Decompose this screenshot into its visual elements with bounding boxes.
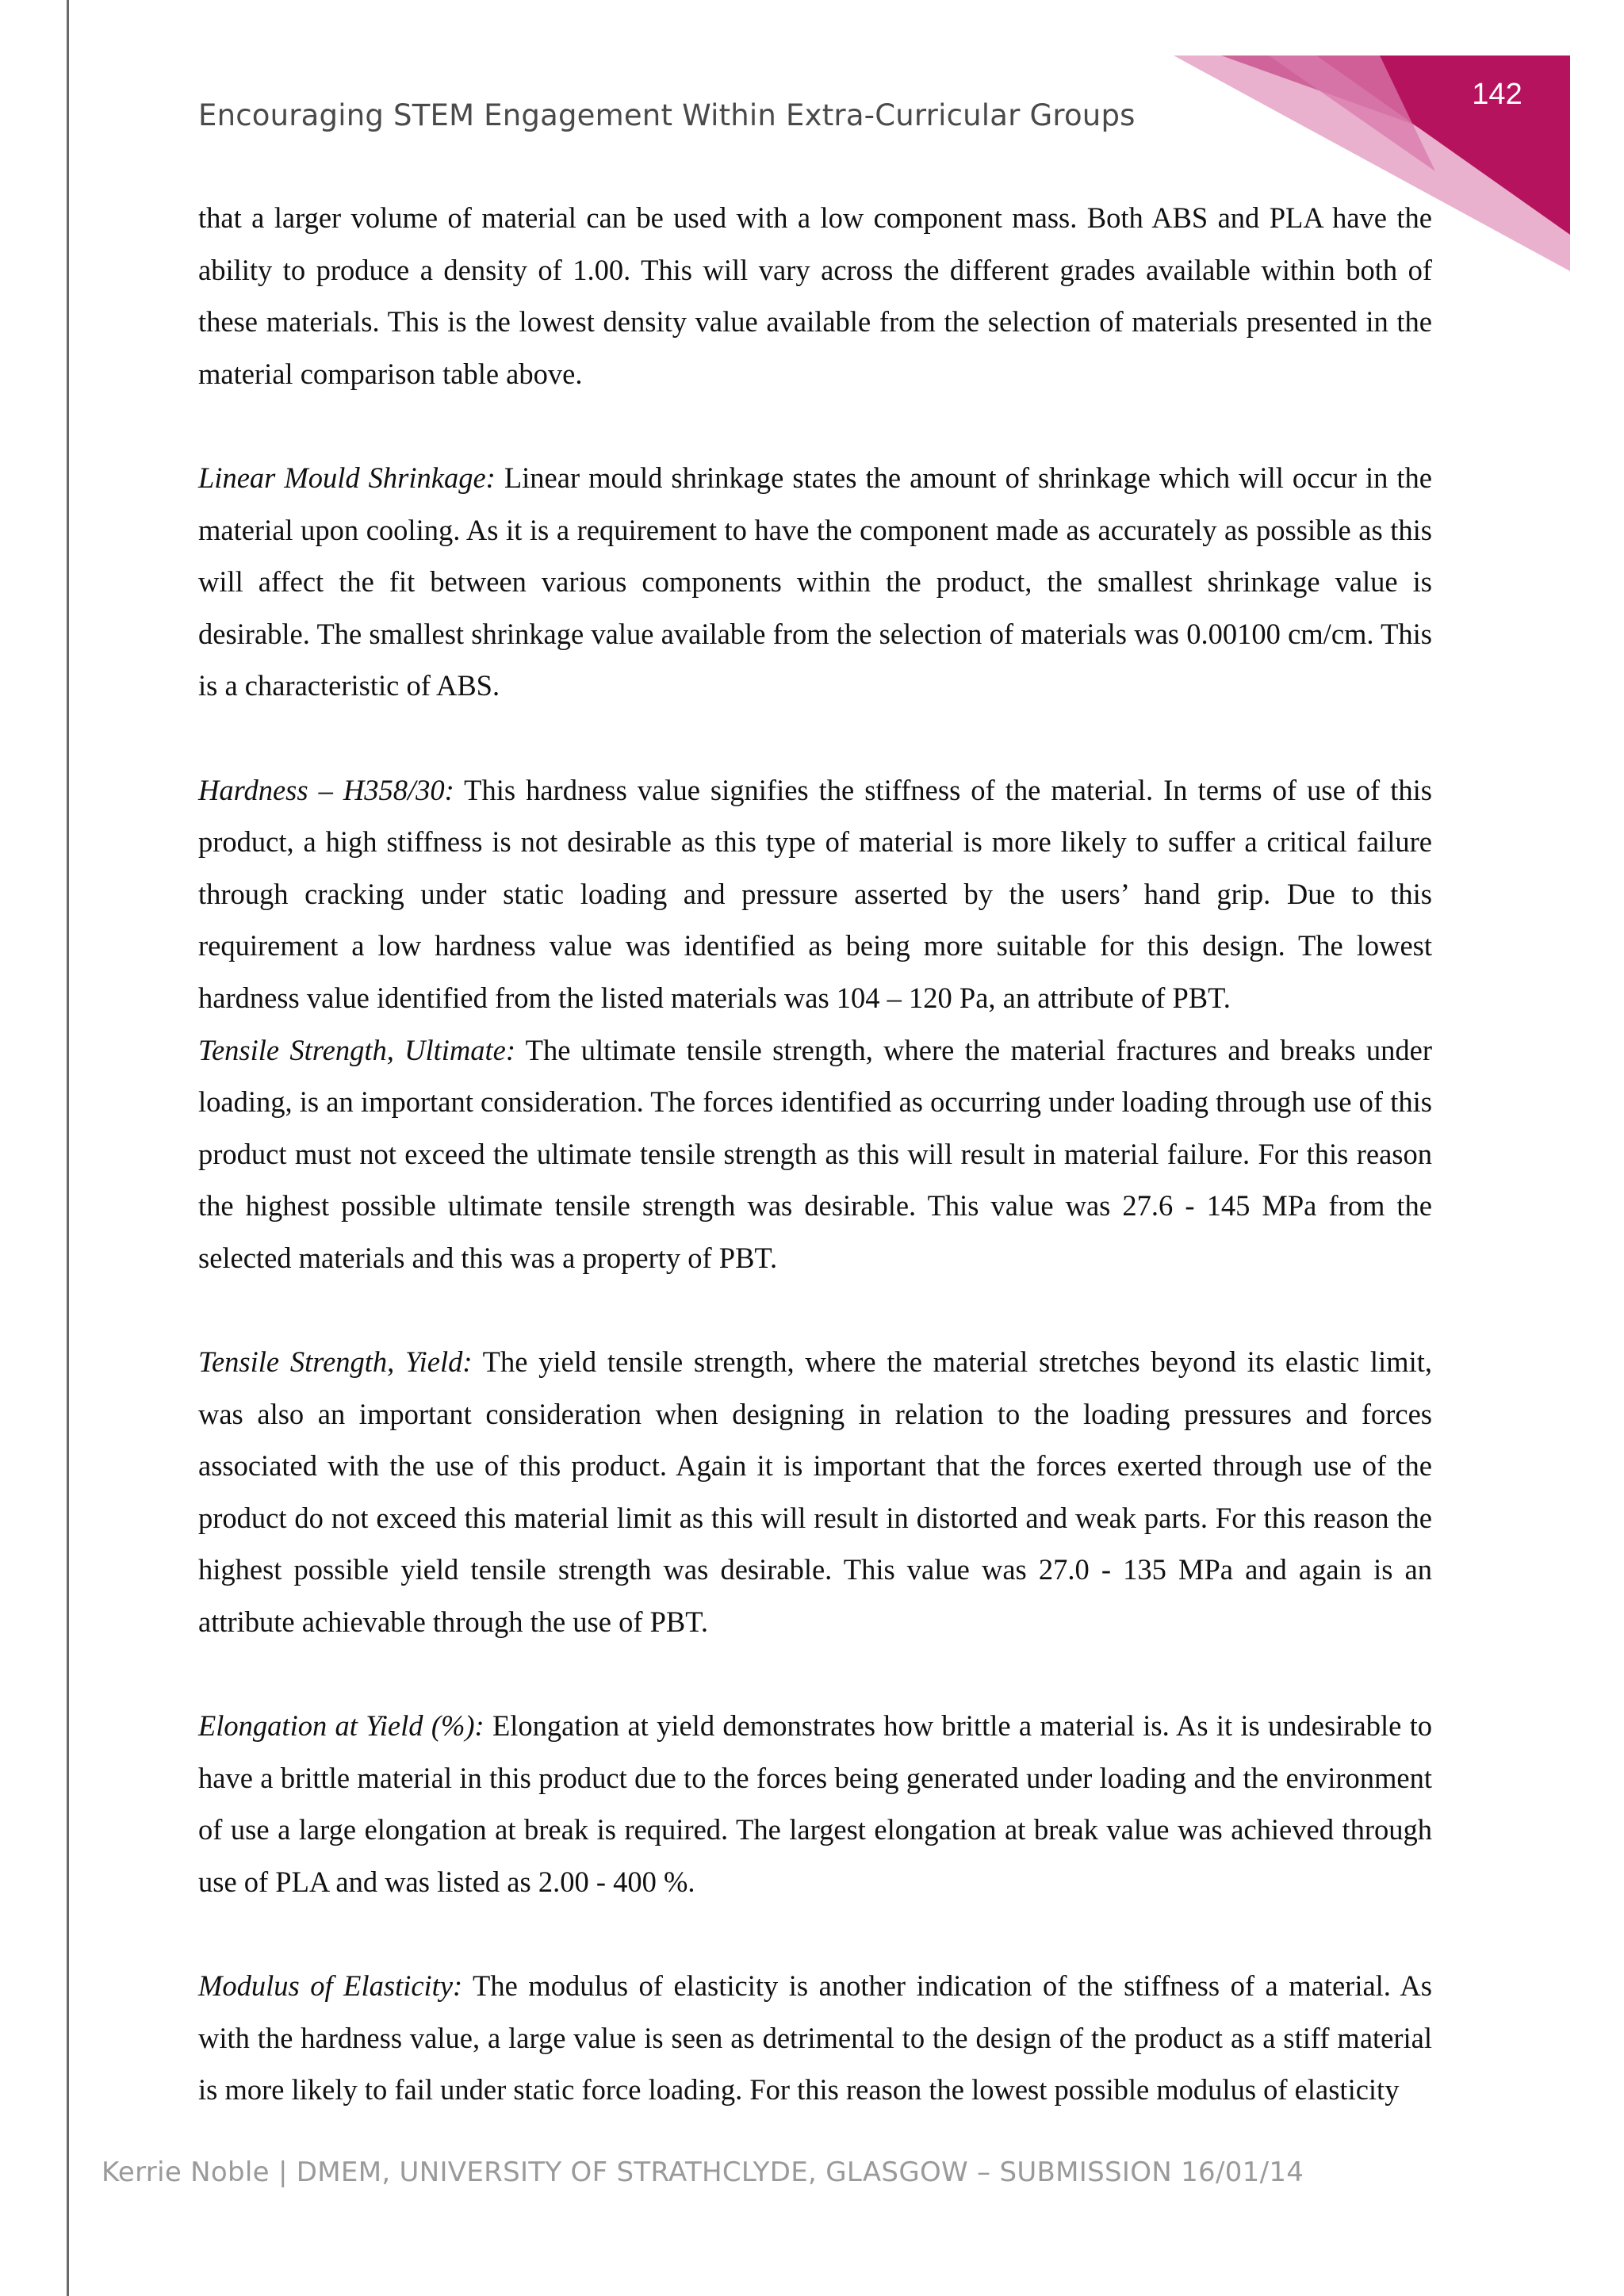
paragraph-tensile-ultimate [198, 1024, 1432, 1284]
paragraph-text: Elongation at yield demonstrates how brittle a material is. As it is undesirable to have a brittle material in this product due to the forces being generated under loading and the environment of use a large elongation at break is required. The largest elongation at break value was achieved through use of PLA and was listed as 2.00 - 400 %. [198, 1709, 1432, 1898]
paragraph-modulus-elasticity [198, 1960, 1432, 2116]
paragraph-text: Linear mould shrinkage states the amount of shrinkage which will occur in the material upon cooling. As it is a requirement to have the component made as accurately as possible as this will affect the fit between various components within the product, the smallest shrinkage value is desirable. The smallest shrinkage value available from the selection of materials was 0.00100 cm/cm. This is a characteristic of ABS. [198, 461, 1433, 702]
page-number: 142 [1472, 78, 1522, 111]
page-footer: Kerrie Noble | DMEM, UNIVERSITY OF STRATHCLYDE, GLASGOW – SUBMISSION 16/01/14 [102, 2156, 1304, 2188]
paragraph-term: Elongation at Yield (%): [198, 1709, 485, 1743]
paragraph-text: that a larger volume of material can be used with a low component mass. Both ABS and PLA have the ability to produce a density of 1.00. This will vary across the different grades available within both of these materials. This is the lowest density value available from the selection of materials presented in the material comparison table above. [198, 201, 1432, 390]
paragraph-term: Modulus of Elasticity: [198, 1969, 463, 2003]
paragraph-text: The modulus of elasticity is another indication of the stiffness of a material. As with the hardness value, a large value is seen as detrimental to the design of the product as a stiff material is more likely to fail under static force loading. For this reason the lowest possible modulus of elasticity [198, 1969, 1432, 2107]
paragraph-term: Linear Mould Shrinkage: [198, 461, 496, 494]
paragraph-hardness [198, 764, 1432, 1024]
paragraph-text: The yield tensile strength, where the material stretches beyond its elastic limit, was also an important consideration when designing in relation to the loading pressures and forces associated with the use of this product. Again it is important that the forces exerted through use of the product do not exceed this material limit as this will result in distorted and weak parts. For this reason the highest possible yield tensile strength was desirable. This value was 27.0 - 135 MPa and again is an attribute achievable through the use of PBT. [198, 1345, 1432, 1639]
paragraph-text: This hardness value signifies the stiffness of the material. In terms of use of this product, a high stiffness is not desirable as this type of material is more likely to suffer a critical failure through cracking under static loading and pressure asserted by the users’ hand grip. Due to this requirement a low hardness value was identified as being more suitable for this design. The lowest hardness value identified from the listed materials was 104 – 120 Pa, an attribute of PBT. [198, 773, 1432, 1014]
paragraph-elongation-yield [198, 1700, 1432, 1908]
body-text [198, 192, 1432, 2116]
paragraph-tensile-yield [198, 1336, 1432, 1648]
paragraph-text: The ultimate tensile strength, where the material fractures and breaks under loading, is an important consideration. The forces identified as occurring under loading through use of this product must not exceed the ultimate tensile strength as this will result in material failure. For this reason the highest possible ultimate tensile strength was desirable. This value was 27.6 - 145 MPa from the selected materials and this was a property of PBT. [198, 1033, 1432, 1274]
paragraph-density [198, 192, 1432, 400]
paragraph-term: Tensile Strength, Ultimate: [198, 1033, 516, 1066]
paragraph-term: Tensile Strength, Yield: [198, 1345, 473, 1379]
running-header-title: Encouraging STEM Engagement Within Extra-Curricular Groups [198, 98, 1136, 132]
paragraph-term: Hardness – H358/30: [198, 773, 454, 806]
left-margin-rule [67, 0, 69, 2296]
paragraph-linear-mould-shrinkage [198, 452, 1432, 712]
